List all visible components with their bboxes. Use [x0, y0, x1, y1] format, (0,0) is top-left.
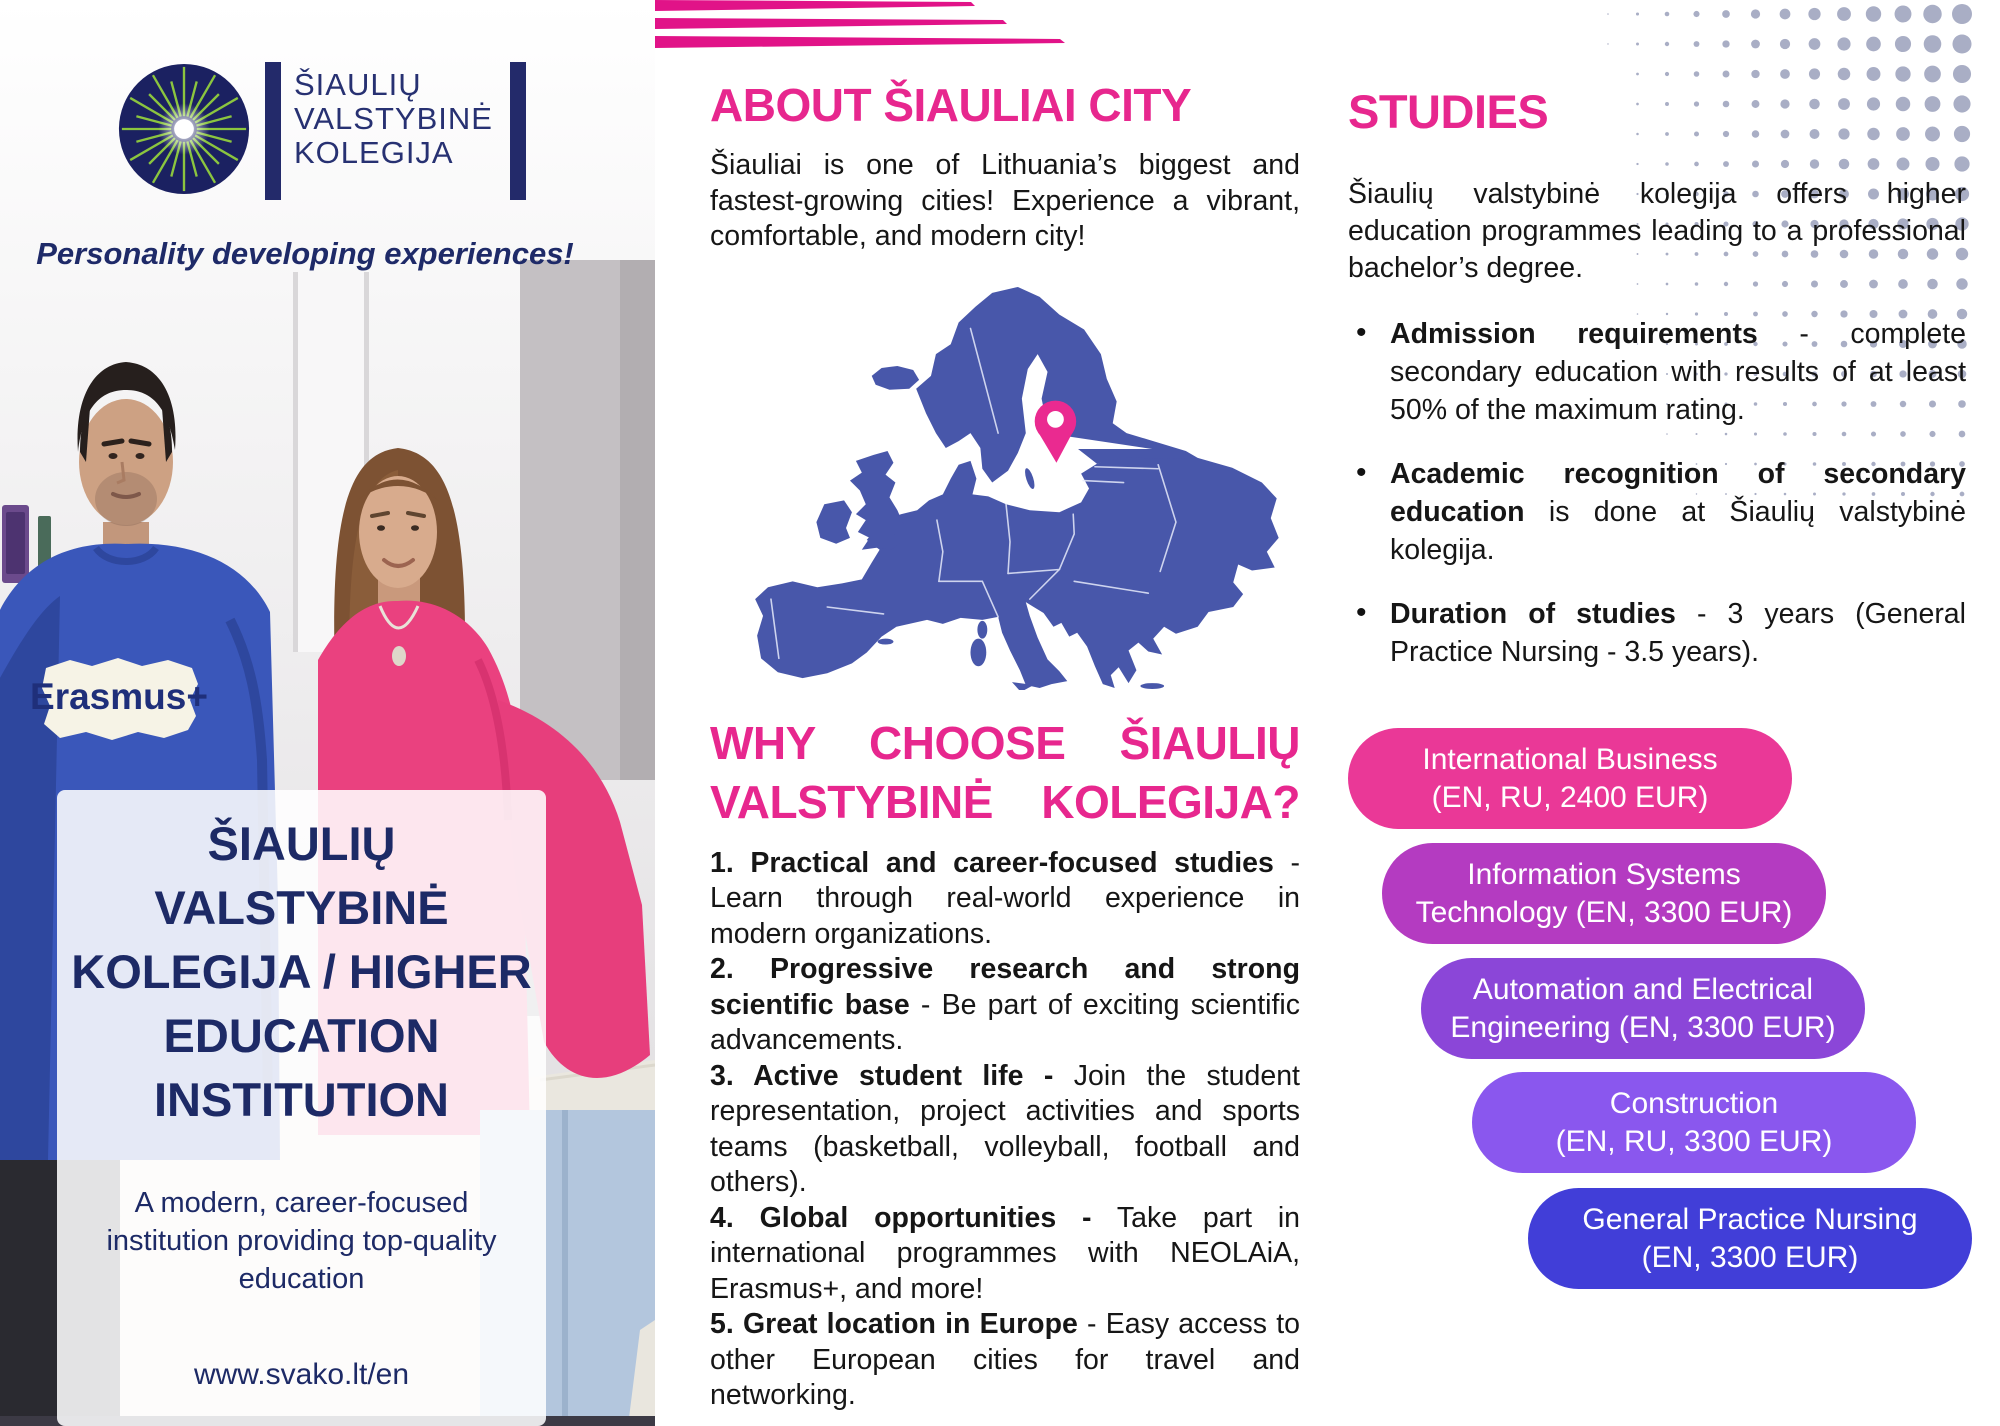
hero-card: [57, 790, 546, 1426]
about-body: Šiauliai is one of Lithuania’s biggest and fastest-growing cities! Experience a vibrant, comfortable, and modern city!: [710, 149, 1300, 252]
college-name-line: KOLEGIJA: [294, 135, 454, 170]
hero-title-line: KOLEGIJA / HIGHER: [71, 945, 532, 998]
programme-name: Automation and Electrical: [1472, 972, 1814, 1006]
studies-bullet: • Admission requirements - complete secondary education with results of at least 50% of the maximum rating.: [1390, 315, 1966, 429]
why-item: 1. Practical and career-focused studies - Learn through real-world experience in modern organizations.: [710, 846, 1300, 950]
right-column: [1348, 0, 1966, 1426]
college-logo: [0, 0, 655, 220]
why-item: 5. Great location in Europe - Easy access to other European cities for travel and networking.: [710, 1308, 1300, 1411]
logo-divider-bar: [265, 62, 281, 200]
studies-intro: Šiaulių valstybinė kolegija offers higher education programmes leading to a professional bachelor’s degree.: [1348, 178, 1966, 284]
studies-bullet: • Academic recognition of secondary education is done at Šiaulių valstybinė kolegija.: [1390, 455, 1966, 569]
hero-title-line: VALSTYBINĖ: [154, 881, 449, 934]
why-item: 2. Progressive research and strong scientific base - Be part of exciting scientific advancements.: [710, 953, 1300, 1056]
brand-tagline: Personality developing experiences!: [36, 236, 574, 271]
college-name-line: ŠIAULIŲ: [294, 67, 422, 102]
programme-details: (EN, RU, 3300 EUR): [1555, 1124, 1833, 1158]
europe-map: [730, 285, 1290, 690]
programme-pill: [1348, 728, 1792, 829]
about-heading: ABOUT ŠIAULIAI CITY: [710, 79, 1192, 131]
hero-subtitle: A modern, career-focused institution providing top-quality education: [106, 1187, 497, 1295]
programme-pill: [1472, 1072, 1916, 1173]
programme-details: (EN, 3300 EUR): [1641, 1240, 1859, 1274]
left-column: [0, 0, 655, 1426]
website-link[interactable]: www.svako.lt/en: [193, 1358, 410, 1391]
why-item: 4. Global opportunities - Take part in international programmes with NEOLAiA, Erasmus+, and more!: [710, 1201, 1301, 1305]
studies-heading: STUDIES: [1348, 85, 1549, 138]
sweatshirt-label: Erasmus+: [30, 676, 208, 717]
hero-title: [57, 812, 546, 1132]
hero-title-line: ŠIAULIŲ: [207, 817, 396, 870]
programme-details: Technology (EN, 3300 EUR): [1415, 895, 1793, 929]
pendant: [392, 646, 406, 666]
programme-details: (EN, RU, 2400 EUR): [1431, 780, 1709, 814]
studies-bullets: [1348, 315, 1966, 671]
why-list: [710, 846, 1300, 1414]
why-heading: WHY CHOOSE ŠIAULIŲ VALSTYBINĖ KOLEGIJA?: [710, 716, 1300, 828]
programme-details: Engineering (EN, 3300 EUR): [1450, 1010, 1836, 1044]
hero-title-line: EDUCATION: [163, 1009, 440, 1062]
college-logo-icon: [115, 60, 253, 198]
logo-divider-bar: [510, 62, 526, 200]
location-pin-icon: [1035, 400, 1076, 462]
programme-name: Information Systems: [1467, 857, 1741, 891]
college-name: [294, 68, 506, 170]
programme-pill: [1421, 958, 1865, 1059]
studies-bullet: • Duration of studies - 3 years (General Practice Nursing - 3.5 years).: [1390, 595, 1966, 671]
programme-name: General Practice Nursing: [1582, 1202, 1918, 1236]
programme-name: International Business: [1422, 742, 1718, 776]
why-item: 3. Active student life - Join the student representation, project activities and sports teams (basketball, volleyball, football and others).: [710, 1059, 1300, 1198]
programme-pill: [1382, 843, 1826, 944]
hero-title-line: INSTITUTION: [153, 1073, 450, 1126]
middle-column: [655, 0, 1348, 1426]
erasmus-patch: [30, 658, 208, 740]
programme-pill: [1528, 1188, 1972, 1289]
college-name-line: VALSTYBINĖ: [294, 101, 493, 136]
programme-name: Construction: [1609, 1086, 1779, 1120]
